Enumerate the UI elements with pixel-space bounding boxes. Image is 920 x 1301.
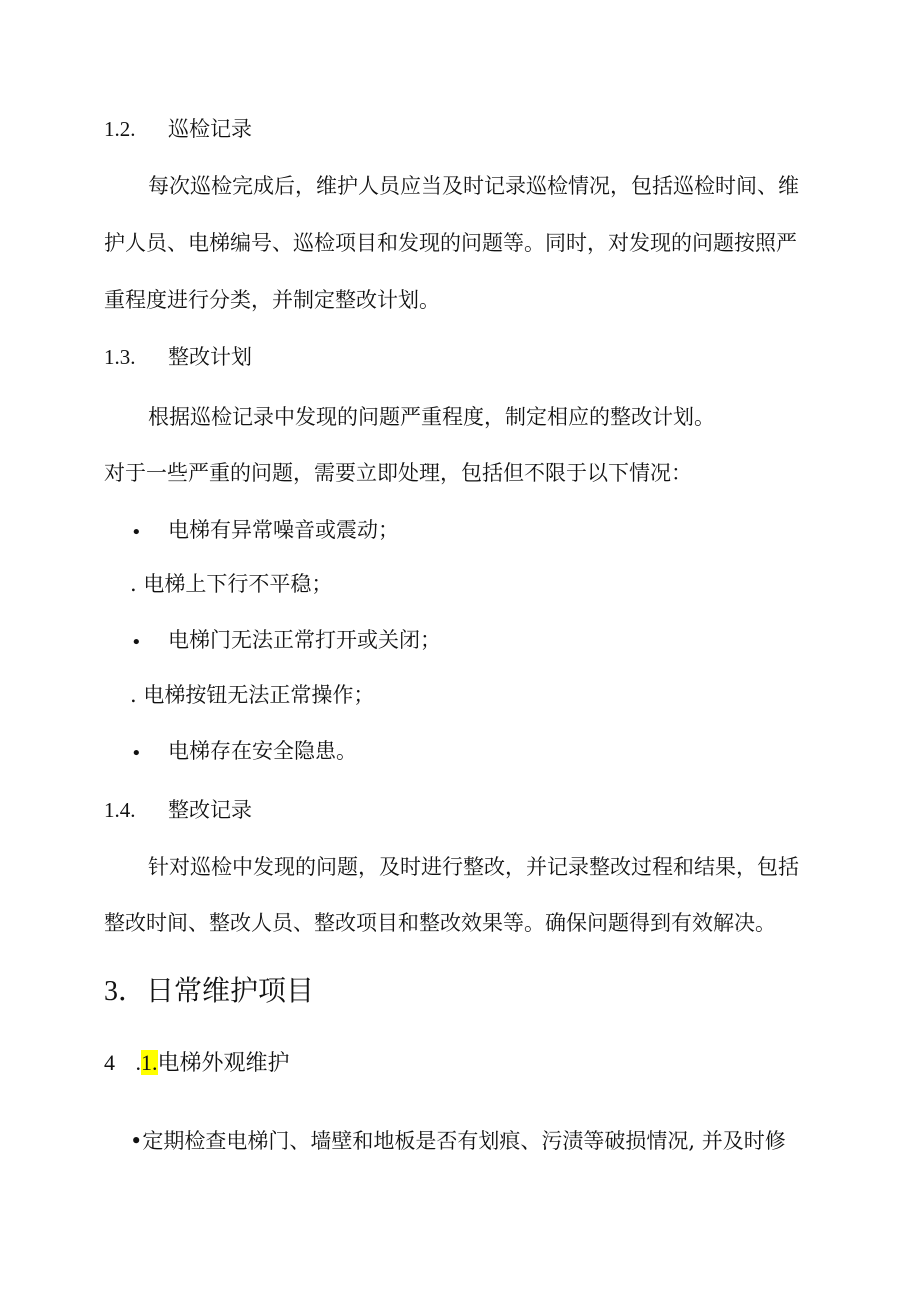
paragraph-line: 护人员、电梯编号、巡检项目和发现的问题等。同时，对发现的问题按照严 [104,231,797,255]
subsection-dot: . [135,1050,141,1075]
list-item: . 电梯按钮无法正常操作； [130,683,375,707]
subsection-heading-4-1 [104,1052,290,1075]
bullet-marker: • [131,632,142,653]
paragraph-line: 整改时间、整改人员、整改项目和整改效果等。确保问题得到有效解决。 [104,911,776,935]
paragraph-line: •定期检查电梯门、墙壁和地板是否有划痕、污渍等破损情况, 并及时修 [130,1129,786,1153]
paragraph-line: 每次巡检完成后，维护人员应当及时记录巡检情况，包括巡检时间、维 [148,174,799,198]
section-number: 1.2. [104,117,136,141]
section-heading-1-3 [104,347,252,368]
bullet-marker: • [131,743,142,764]
chapter-number: 3 [104,976,118,1007]
chapter-title: ．日常维护项目 [118,974,315,1007]
subsection-title: 电梯外观维护 [157,1051,290,1076]
section-heading-1-4 [104,800,252,821]
list-item: 电梯有异常噪音或震动； [168,518,399,542]
paragraph-line: 针对巡检中发现的问题，及时进行整改，并记录整改过程和结果，包括 [148,855,799,879]
section-number: 1.4. [104,798,136,822]
bullet-marker: • [131,522,142,543]
paragraph-line: 对于一些严重的问题，需要立即处理，包括但不限于以下情况： [104,461,692,485]
section-title: 整改记录 [168,798,252,822]
list-item: . 电梯上下行不平稳； [130,572,333,596]
chapter-heading-3 [104,974,315,1007]
section-number: 1.3. [104,345,136,369]
subsection-number: 4 [104,1050,115,1075]
section-title: 整改计划 [168,345,252,369]
section-title: 巡检记录 [168,117,252,141]
list-item: 电梯门无法正常打开或关闭； [168,628,441,652]
section-heading-1-2 [104,119,252,140]
highlighted-number: 1. [141,1050,158,1075]
list-item: 电梯存在安全隐患。 [168,739,357,763]
paragraph-line: 根据巡检记录中发现的问题严重程度，制定相应的整改计划。 [148,405,715,429]
paragraph-line: 重程度进行分类，并制定整改计划。 [104,288,440,312]
